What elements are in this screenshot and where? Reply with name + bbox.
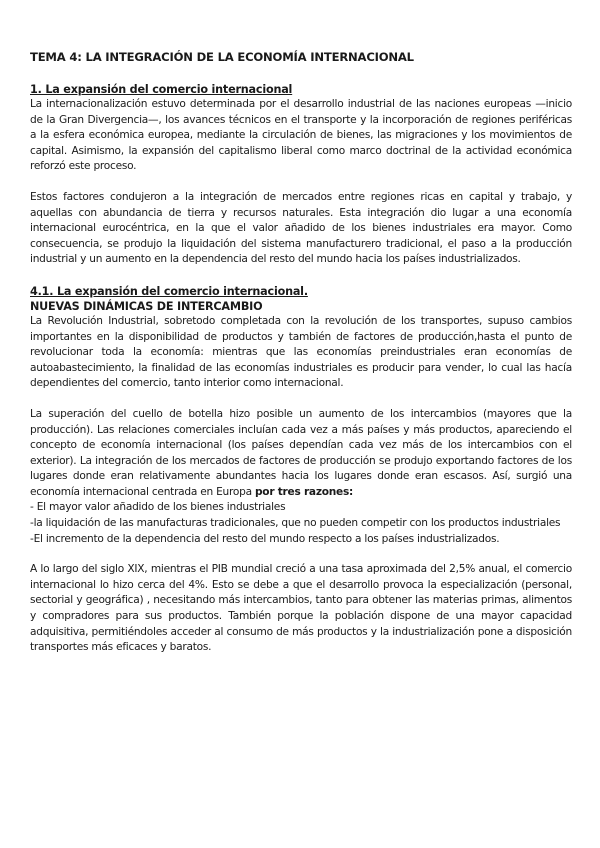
- section-1-paragraph-2: Estos factores condujeron a la integración de mercados entre regiones ricas en capital y trabajo, y aquellas con abundancia de tierra y recursos naturales. Esta integración dio lugar a una economía internacional eurocéntrica, en la que el valor añadido de los bienes industriales era mayor. Como consecuencia, se produjo la liquidación del sistema manufacturero tradicional, el paso a la producción industrial y un aumento en la dependencia del resto del mundo hacia los países industrializados.: [30, 190, 572, 266]
- section-4-1-paragraph-3: A lo largo del siglo XIX, mientras el PIB mundial creció a una tasa aproximada del 2,5% anual, el comercio internacional lo hizo cerca del 4%. Esto se debe a que el desarrollo provoca la especialización (personal, sectorial y geográfica) , necesitando más intercambios, tanto para obtener las materias primas, alimentos y compradores para sus productos. También porque la población dispone de una mayor capacidad adquisitiva, permitiéndoles acceder al consumo de más productos y la industrialización pone a disposición transportes más eficaces y baratos.: [30, 563, 572, 654]
- paragraph-2-bold: por tres razones:: [254, 485, 354, 498]
- section-1-paragraph-1: La internacionalización estuvo determinada por el desarrollo industrial de las naciones europeas —inicio de la Gran Divergencia—, los avances técnicos en el transporte y la incorporación de regiones periféricas a la esfera económica europea, mediante la circulación de bienes, las migraciones y los movimientos de capital. Asimismo, la expansión del capitalismo liberal como marco doctrinal de la actividad económica reforzó este proceso.: [30, 98, 572, 173]
- reason-item: -la liquidación de las manufacturas tradicionales, que no pueden competir con los productos industriales: [30, 517, 561, 530]
- section-4-1-paragraph-2: [30, 407, 572, 501]
- document-page: [30, 49, 572, 656]
- reasons-list: [30, 500, 572, 547]
- paragraph-2-text: La superación del cuello de botella hizo posible un aumento de los intercambios (mayores que la producción). Las relaciones comerciales incluían cada vez a más países y más productos, apareciendo el concepto de economía internacional (los países dependían cada vez más de los intercambios con el exterior). La integración de los mercados de factores de producción se produjo exportando factores de los lugares donde eran relativamente abundantes hacia los lugares donde eran escasos. Así, surgió una economía internacional centrada en Europa: [30, 407, 572, 498]
- section-4-1-paragraph-1: La Revolución Industrial, sobretodo completada con la revolución de los transportes, supuso cambios importantes en la disponibilidad de productos y también de factores de producción,hasta el punto de revolucionar toda la economía: mientras que las economías preindustriales eran economías de autoabastecimiento, la finalidad de las economías industriales es producir para vender, lo cual las hacía dependientes del comercio, tanto interior como internacional.: [30, 314, 572, 390]
- reason-item: -El incremento de la dependencia del resto del mundo respecto a los países industrializados.: [30, 532, 500, 545]
- section-1-heading: 1. La expansión del comercio internacional: [30, 83, 293, 96]
- section-4-1-heading: 4.1. La expansión del comercio internacional.: [30, 284, 308, 298]
- section-4-1-subheading: NUEVAS DINÁMICAS DE INTERCAMBIO: [30, 299, 263, 313]
- document-title: TEMA 4: LA INTEGRACIÓN DE LA ECONOMÍA INTERNACIONAL: [30, 50, 414, 64]
- reason-item: - El mayor valor añadido de los bienes industriales: [30, 501, 286, 514]
